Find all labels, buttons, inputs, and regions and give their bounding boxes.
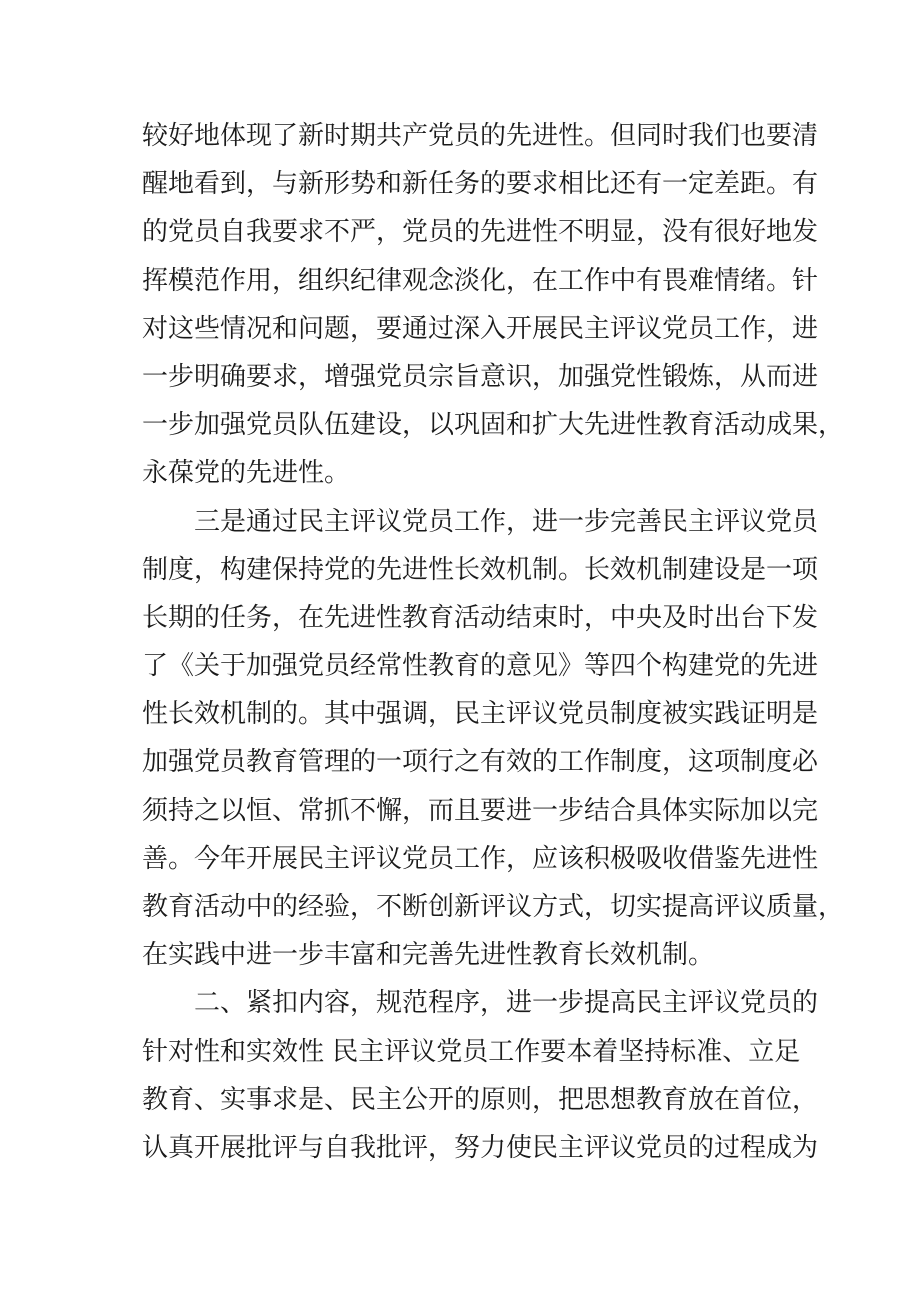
text-line: 性长效机制的。其中强调，民主评议党员制度被实践证明是 (142, 699, 819, 730)
text-line: 醒地看到，与新形势和新任务的要求相比还有一定差距。有 (142, 169, 819, 200)
text-line: 须持之以恒、常抓不懈，而且要进一步结合具体实际加以完 (142, 795, 819, 826)
text-line: 了《关于加强党员经常性教育的意见》等四个构建党的先进 (142, 651, 819, 682)
text-line: 善。今年开展民主评议党员工作，应该积极吸收借鉴先进性 (142, 843, 819, 874)
text-line: 教育活动中的经验，不断创新评议方式，切实提高评议质量， (142, 892, 845, 922)
text-line: 较好地体现了新时期共产党员的先进性。但同时我们也要清 (142, 121, 819, 151)
paragraph-first-line: 三是通过民主评议党员工作，进一步完善民主评议党员 (194, 506, 819, 537)
text-line: 教育、实事求是、民主公开的原则，把思想教育放在首位， (142, 1084, 819, 1115)
text-line: 一步加强党员队伍建设，以巩固和扩大先进性教育活动成果， (142, 410, 845, 441)
text-line: 长期的任务，在先进性教育活动结束时，中央及时出台下发 (142, 602, 819, 633)
text-line: 永葆党的先进性。 (142, 458, 351, 489)
text-line: 认真开展批评与自我批评，努力使民主评议党员的过程成为 (142, 1132, 819, 1163)
text-line: 加强党员教育管理的一项行之有效的工作制度，这项制度必 (142, 747, 819, 778)
text-line: 在实践中进一步丰富和完善先进性教育长效机制。 (142, 940, 715, 971)
text-line: 制度，构建保持党的先进性长效机制。长效机制建设是一项 (142, 554, 819, 585)
text-line: 针对性和实效性 民主评议党员工作要本着坚持标准、立足 (142, 1036, 801, 1067)
body-text (142, 112, 845, 1172)
section-heading-line: 二、紧扣内容，规范程序，进一步提高民主评议党员的 (194, 988, 819, 1019)
text-line: 对这些情况和问题，要通过深入开展民主评议党员工作，进 (142, 313, 819, 344)
text-line: 挥模范作用，组织纪律观念淡化，在工作中有畏难情绪。针 (142, 265, 819, 296)
text-line: 一步明确要求，增强党员宗旨意识，加强党性锻炼，从而进 (142, 361, 819, 392)
text-line: 的党员自我要求不严，党员的先进性不明显，没有很好地发 (142, 217, 819, 248)
